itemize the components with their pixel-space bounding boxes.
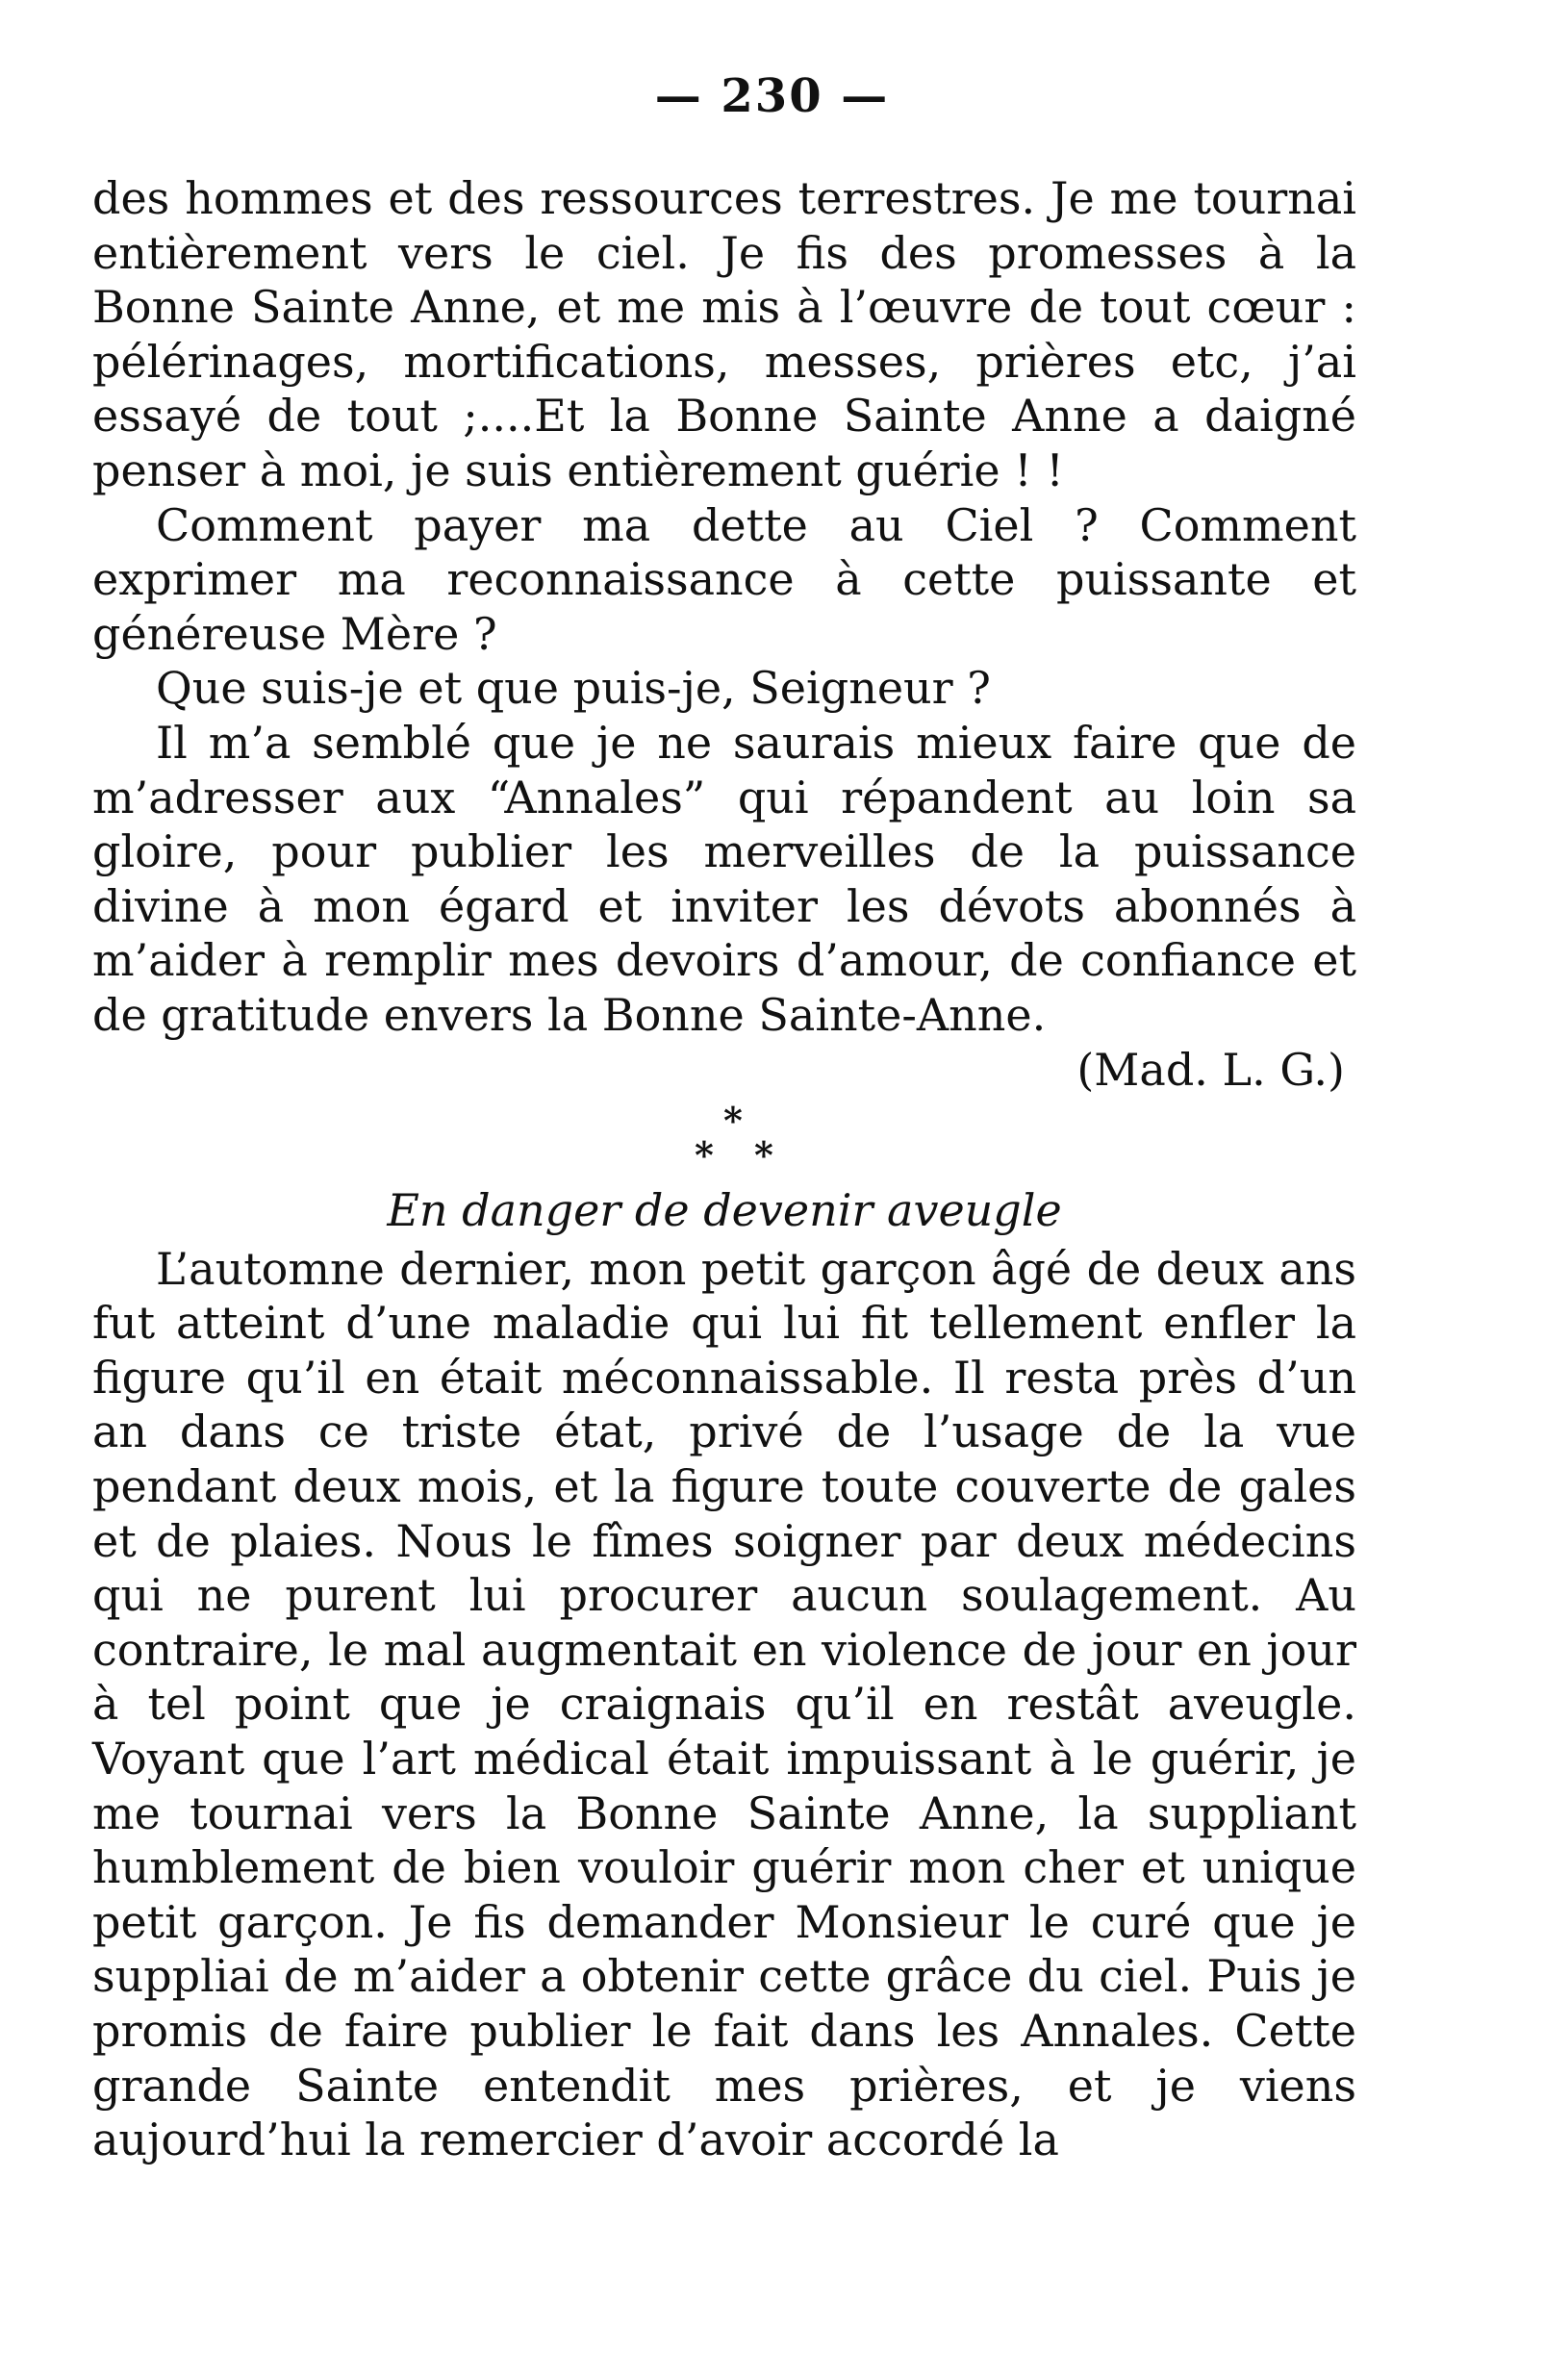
section-title: En danger de devenir aveugle bbox=[387, 1184, 1062, 1237]
paragraph-continuation: des hommes et des ressources terrestres. Je me tournai entièrement vers le ciel. Je fis des promesses à la Bonne Sainte Anne, et me mis à l’œuvre de tout cœur : pélérinages, mortifications, messes, prières etc, j’ai essayé de tout ;....Et la Bonne Sainte Anne a daigné penser à moi, je suis entièrement guérie ! ! bbox=[92, 172, 1356, 496]
paragraph-rhetorical-question: Que suis-je et que puis-je, Seigneur ? bbox=[156, 662, 991, 715]
paragraph-annales: Il m’a semblé que je ne saurais mieux faire que de m’adresser aux “Annales” qui répandent au loin sa gloire, pour publier les merveilles de la puissance divine à mon égard et inviter les dévots abonnés à m’aider à remplir mes devoirs d’amour, de confiance et de gratitude envers la Bonne Sainte-Anne. bbox=[92, 716, 1356, 1041]
page-number: — 230 — bbox=[654, 69, 890, 123]
paragraph-gratitude-question: Comment payer ma dette au Ciel ? Comment exprimer ma reconnaissance à cette puissante et généreuse Mère ? bbox=[92, 498, 1356, 660]
asterisk-bottom-right: * bbox=[754, 1133, 773, 1177]
text-column bbox=[92, 171, 1356, 2167]
paragraph-testimony: L’automne dernier, mon petit garçon âgé de deux ans fut atteint d’une maladie qui lui fit tellement enfler la figure qu’il en était méconnaissable. Il resta près d’un an dans ce triste état, privé de l’usage de la vue pendant deux mois, et la figure toute couverte de gales et de plaies. Nous le fîmes soigner par deux médecins qui ne purent lui procurer aucun soulagement. Au contraire, le mal augmentait en violence de jour en jour à tel point que je craignais qu’il en restât aveugle. Voyant que l’art médical était impuissant à le guérir, je me tournai vers la Bonne Sainte Anne, la suppliant humblement de bien vouloir guérir mon cher et unique petit garçon. Je fis demander Monsieur le curé que je suppliai de m’aider a obtenir cette grâce du ciel. Puis je promis de faire publier le fait dans les Annales. Cette grande Sainte entendit mes prières, et je viens aujourd’hui la remercier d’avoir accordé la bbox=[92, 1242, 1356, 2166]
asterism-divider bbox=[92, 1097, 1356, 1183]
asterisk-bottom-left: * bbox=[695, 1133, 714, 1177]
asterisk-top: * bbox=[723, 1099, 743, 1143]
signature: (Mad. L. G.) bbox=[1076, 1043, 1345, 1096]
